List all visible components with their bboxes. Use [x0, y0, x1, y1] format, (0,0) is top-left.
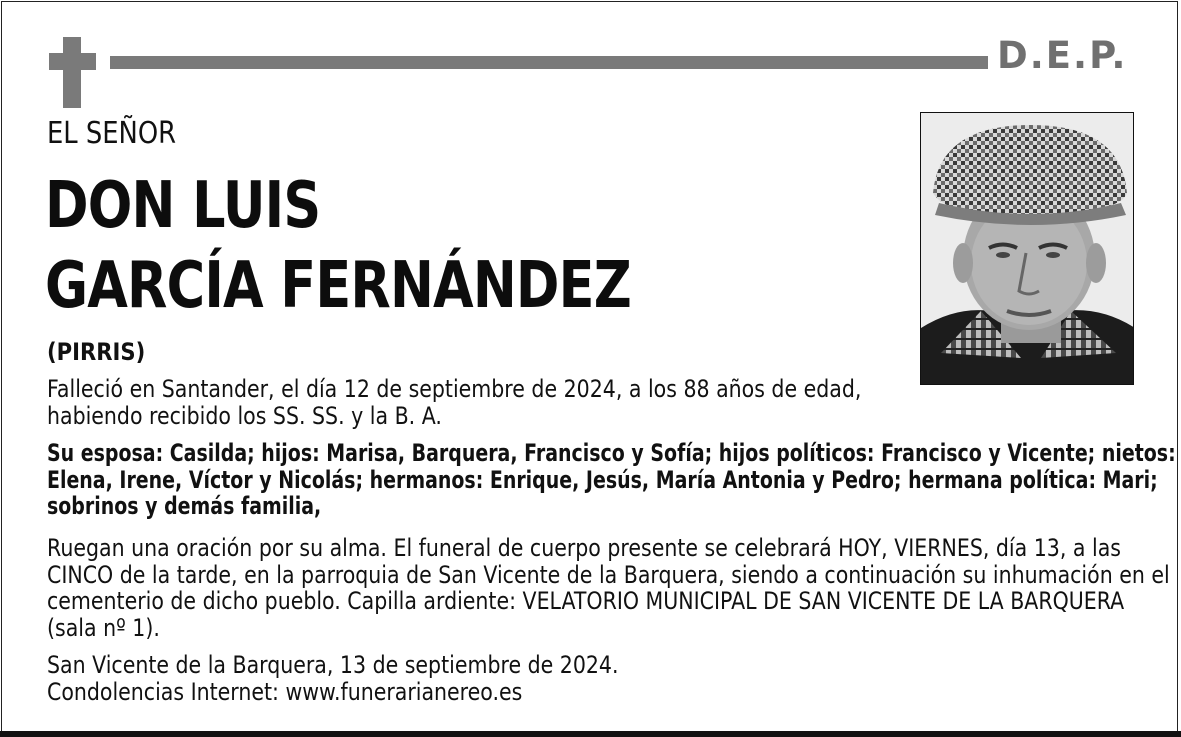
text-line: (sala nº 1). [47, 613, 160, 642]
header-rule [110, 56, 988, 69]
text-line: Su esposa: Casilda; hijos: Marisa, Barquera, Francisco y Sofía; hijos políticos: Francisco y Vicente; nietos: [47, 439, 1176, 467]
condolences-line: Condolencias Internet: www.funerarianereo.es [47, 677, 523, 706]
text-line: Falleció en Santander, el día 12 de septiembre de 2024, a los 88 años de edad, [47, 375, 862, 403]
cross-icon-arm [49, 53, 96, 70]
nickname: (PIRRIS) [47, 338, 146, 366]
dep-label: D.E.P. [997, 34, 1128, 77]
name-line-2: GARCÍA FERNÁNDEZ [45, 249, 631, 323]
title-prefix: EL SEÑOR [47, 116, 177, 151]
cross-icon [63, 37, 81, 108]
text-line: cementerio de dicho pueblo. Capilla ardiente: VELATORIO MUNICIPAL DE SAN VICENTE DE LA BARQUERA [47, 587, 1125, 615]
text-line: Ruegan una oración por su alma. El funeral de cuerpo presente se celebrará HOY, VIERNES, día 13, a las [47, 534, 1121, 562]
family-list [47, 439, 1176, 520]
text-line: habiendo recibido los SS. SS. y la B. A. [47, 401, 442, 430]
text-line: sobrinos y demás familia, [47, 492, 322, 520]
name-line-1: DON LUIS [45, 169, 321, 243]
bottom-rule [0, 731, 1181, 737]
closing-info [47, 652, 1116, 705]
portrait-photo [920, 112, 1134, 385]
date-place-line: San Vicente de la Barquera, 13 de septiembre de 2024. [47, 651, 619, 679]
text-line: Elena, Irene, Víctor y Nicolás; hermanos: Enrique, Jesús, María Antonia y Pedro; hermana política: Mari; [47, 465, 1158, 494]
text-line: CINCO de la tarde, en la parroquia de San Vicente de la Barquera, siendo a continuación su inhumación en el [47, 560, 1170, 589]
funeral-details [47, 534, 1170, 642]
deceased-name [45, 166, 631, 326]
